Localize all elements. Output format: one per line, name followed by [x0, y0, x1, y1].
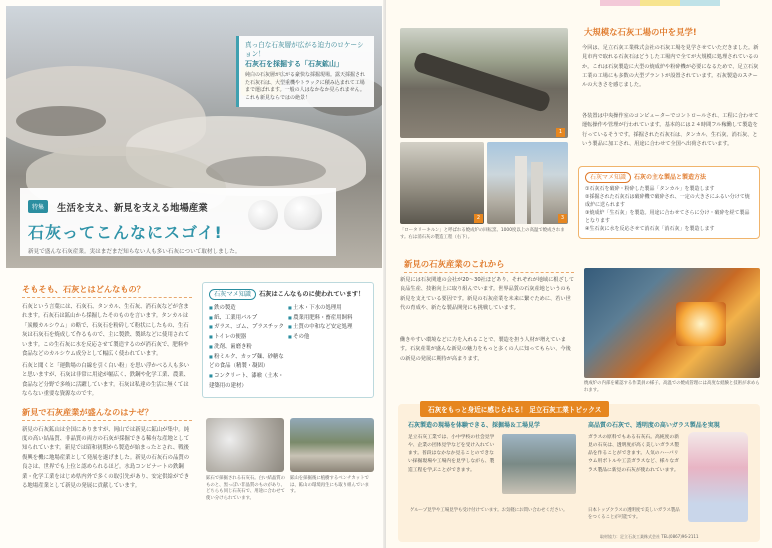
- topic-2-title: 高品質の石灰で、透明度の高いガラス製品を実現: [588, 422, 720, 429]
- knowledge-title: 石灰はこんなものに使われています！: [259, 291, 365, 298]
- photo-number: 2: [474, 214, 483, 223]
- feature-description: 新見で盛んな石灰産業。実はまだまだ知らない人も多い石灰について取材しました。: [28, 249, 241, 255]
- list-item: ■ 粉ミルク、カップ麺、砂糖などの食品（精製・凝固）: [209, 353, 288, 372]
- furnace-caption: 焼成炉の内部を確認する作業員の様子。高温での焼成管理には高度な経験と技術が求められます。: [584, 381, 760, 393]
- list-item: ①石灰石を破砕・粉砕した製品「タンカル」を製造します: [585, 186, 715, 192]
- heading-future: 新見の石灰産業のこれから: [404, 258, 574, 273]
- list-item: ■ コンクリート、漆喰（土木・建築用の建材）: [209, 372, 288, 391]
- heading-factory-tour: 大規模な石灰工場の中を見学!: [584, 27, 697, 37]
- kiln-caption: 「ロータリーキルン」と呼ばれる焼成炉の回転窯。1000度以上の高温で焼成されます。右は消石灰の製造工程（右下）。: [400, 228, 565, 240]
- furnace-worker-photo: [584, 268, 760, 378]
- list-item: ■ 鉄の製造: [209, 304, 288, 314]
- factory-tour-text-2: 各装置は中央操作室のコンピューターでコントロールされ、工程に合わせて運転操作や管理が行われています。基本的には２４時間フル稼働して製造を行っているそうです。採掘された石灰石は、タンカル、生石灰、消石灰、という製品に加工され、用途に合わせて全国へ出荷されています。: [582, 113, 759, 148]
- topic-1-text: 足立石灰工業では、小中学校の社会見学や、企業の団体見学などを受け入れています。普段はなかなか見ることのできない採掘現場や工場内を見学しながら、製造工程を学ぶことができます。: [408, 435, 495, 473]
- topic-2-text: ガラスの原料でもある石灰石。高純度の新見の石灰は、透明度が高く美しいガラス製品を作ることができます。人気のハーバリウム用ボトルや工芸ガラスなど、様々なガラス製品に新見の石灰が使われています。: [588, 435, 679, 473]
- callout-title: 真っ白な石灰層が広がる迫力のロケーション！: [245, 41, 364, 58]
- topics-box: [398, 404, 760, 542]
- products-title: 石灰の主な製品と製造方法: [634, 174, 707, 181]
- products-box: [578, 166, 760, 239]
- callout-subtitle: 石灰石を採掘する「石灰鉱山」: [245, 60, 343, 69]
- why-niimi-text: 新見の石灰鉱山は全国にありますが、岡山では新見に鉱山が集中。純度の高い結晶質、非晶質の両方の石灰が採掘できる稀有な産地として知られています。新見では昭和初期から製造が始まったとされ、戦後復興を機に地場産業として発展を遂げました。新見の石灰石の品質の良さは、世界でも上位と認められるほど。水島コンビナートの鉄鋼業・化学工業をはじめ県内外で多くの取引先があり、安定供給ができる地場産業として新見の発展に貢献しています。: [22, 426, 190, 490]
- heading-why-niimi: 新見で石灰産業が盛んなのはナゼ？: [22, 407, 192, 421]
- rocks-caption: 鉱石で採掘される石灰石。白い結晶質のものと、黒っぽい非晶質のものがあり、どちらも同じ石灰石で、用途に合わせて使い分けられています。: [206, 476, 286, 501]
- silo-photo: [487, 142, 568, 224]
- list-item: ■ その他: [288, 333, 367, 343]
- photo-number: 1: [556, 128, 565, 137]
- glass-bottle-photo: [688, 432, 748, 522]
- list-item: ■ 土質の中和など安定処理: [288, 323, 367, 333]
- list-item: ■ トイレの便器: [209, 333, 288, 343]
- bench-cut-caption: 鉱山を採掘後に植樹するベンチカットでは、鉱山の環境再生にも取り組んでいます。: [290, 476, 370, 495]
- lime-uses-box: [202, 282, 374, 398]
- topics-heading: 石灰をもっと身近に感じられる！ 足立石灰工業トピックス: [420, 401, 609, 417]
- bench-cut-photo: [290, 418, 374, 472]
- lime-rock-image: [248, 200, 278, 230]
- what-is-lime-text: 石灰という言葉には、石灰石、タンカル、生石灰、消石灰などが含まれます。石灰石は鉱山から採掘したそのものを言います。タンカルは「炭酸カルシウム」の略で、石灰石を粉砕して粉状にしたもの、生石灰は石灰石を焼成して作るもので、主に製鉄、製紙などに使用されています。この生石灰に水を反応させて製造するのが消石灰で、肥料や食品などのカルシウム成分として幅広く使われています。: [22, 304, 190, 358]
- rotary-kiln-photo: [400, 28, 568, 138]
- callout-body: 純白の石灰層が広がる豪快な採掘現場。露天採掘された石灰石は、大型重機やトラックに積み込まれて工場まで運ばれます。一般の人はなかなか見られません。これも新見ならではの絶景！: [245, 72, 366, 101]
- products-tag: 石灰マメ知識: [585, 172, 631, 183]
- topic-1-title: 石灰製造の現場を体験できる、採掘場＆工場見学: [408, 422, 541, 429]
- future-text: 新見には石灰関連の会社が20〜30社ほどあり、それぞれが地域に根ざして良品生産、技術向上に取り組んでいます。世界品質の石灰産地というのも新見を支えている要因です。新見の石灰産業を未来に繋ぐために、若い世代の育成や、新たな製品開発にも挑戦しています。: [400, 277, 575, 312]
- contact-footer: 取材協力：足立石灰工業株式会社 TEL(0867)96-2111: [600, 534, 699, 539]
- future-text-2: 働きやすい環境などに力を入れることで、製造を担う人材が増えています。石灰産業が盛んな新見の魅力をもっと多くの人に知ってもらい、今後の新見の発展に期待が高まります。: [400, 337, 571, 362]
- list-item: ■ 農業用肥料・畜産用飼料: [288, 314, 367, 324]
- uses-list-2: [288, 304, 367, 391]
- lime-powder-image: [284, 196, 322, 230]
- list-item: ④生石灰に水を反応させて消石灰「消石灰」を製造します: [585, 226, 715, 232]
- topic-1-caption: ゲループ見学や工場見学も受け付けています。お気軽にお問い合わせください。: [410, 508, 568, 513]
- color-stripe: [600, 0, 640, 6]
- plant-interior-photo: [400, 142, 484, 224]
- topic-2-caption: 日本トップクラスの透明度で美しいガラス製品をつくることが可能です。: [588, 508, 680, 520]
- list-item: ■ ガラス、ゴム、プラスチック: [209, 323, 288, 333]
- feature-main-title: 石灰ってこんなにスゴイ!: [28, 223, 223, 242]
- feature-subtitle: 生活を支え、新見を支える地場産業: [57, 202, 208, 214]
- color-stripe: [640, 0, 680, 6]
- left-column: [22, 284, 192, 492]
- color-stripe: [680, 0, 720, 6]
- quarry-callout: [236, 36, 374, 107]
- heading-what-is-lime: そもそも、石灰とはどんなもの？: [22, 284, 192, 298]
- factory-tour-text: 今回は、足立石灰工業株式会社の石灰工場を見学させていただきました。新見市内で取れる石灰石はどうした工場内で全てが大規模に処理されているのか。これは石灰製造に大型の焼成炉や粉砕機が必要になるためで、足立石灰工業の工場にも多数の大型プラントが設置されています。石灰製造のスチールの大きさを感じました。: [582, 45, 759, 89]
- hero-quarry-photo: [6, 6, 382, 268]
- limestone-rocks-photo: [206, 418, 284, 472]
- feature-badge: 特集: [28, 200, 48, 213]
- what-is-lime-text-2: 石灰と聞くと「運動場の白線を引く白い粉」を思い浮かべる人も多いと思いますが、石灰は非常に用途が幅広く、鉄鋼や化学工業、農業、食品など分野で多岐に活躍しています。石灰は私達の生活に無くてはならない重要な資源なのです。: [22, 362, 190, 398]
- knowledge-tag: 石灰マメ知識: [209, 289, 256, 300]
- products-list: [585, 185, 753, 233]
- list-item: ③焼成炉「生石灰」を製造。用途に合わせてさらに分け・破砕を経て製品となります: [585, 210, 750, 224]
- list-item: ②採掘された石灰石は破砕機で破砕され、一定の大きさにふるい分けて焼成炉に送られます: [585, 194, 750, 208]
- list-item: ■ 洗剤、歯磨き粉: [209, 343, 288, 353]
- uses-list-1: [209, 304, 288, 391]
- photo-number: 3: [558, 214, 567, 223]
- feature-title-box: [20, 188, 336, 256]
- list-item: ■ 紙、工業用パルプ: [209, 314, 288, 324]
- tour-photo: [502, 434, 576, 494]
- list-item: ■ 土木・下水の処理用: [288, 304, 367, 314]
